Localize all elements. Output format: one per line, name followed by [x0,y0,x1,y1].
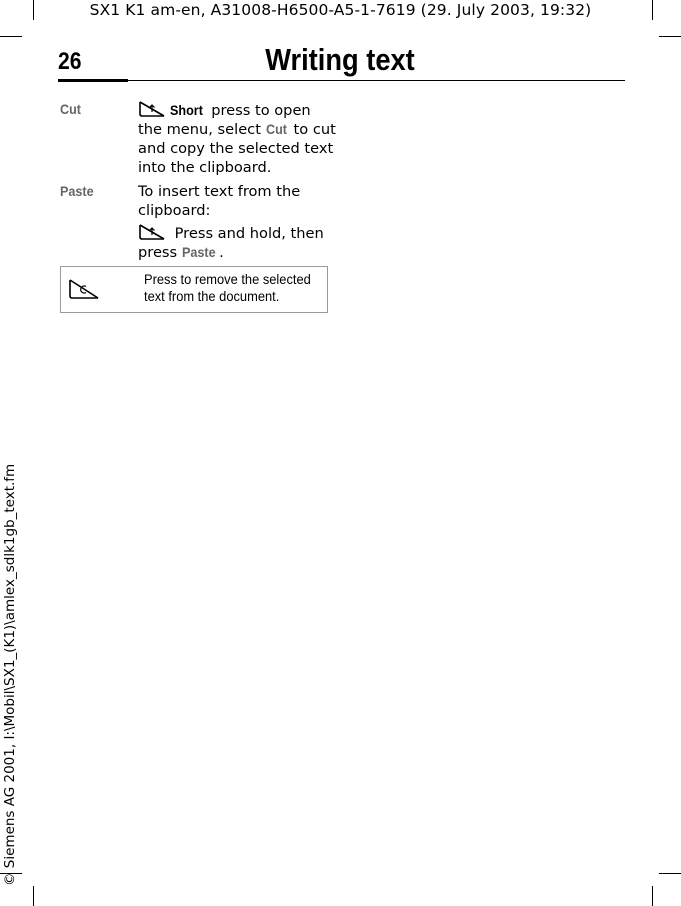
header-rule-thin [128,80,625,81]
crop-mark [33,886,34,906]
desc-paste-intro: To insert text from the clipboard: [138,183,301,219]
crop-mark [659,873,681,874]
print-header: SX1 K1 am-en, A31008-H6500-A5-1-7619 (29. July 2003, 19:32) [89,1,592,19]
desc-cut-text-1: press to open the menu, select [138,102,311,138]
page-title: Writing text [265,42,415,77]
term-cut: Cut [60,101,81,117]
crop-mark [652,886,653,906]
note-box [60,266,328,313]
header-rule-thick [58,79,128,82]
term-paste: Paste [60,183,94,199]
note-text: Press to remove the selected text from the document. [144,271,311,304]
copyright-side-note: © Siemens AG 2001, I:\Mobil\SX1_(K1)\amlex_sdlk1gb_text.fm [2,463,18,886]
desc-paste-step [138,223,338,262]
c-key-icon [67,277,101,301]
crop-mark [659,36,681,37]
desc-cut-text-2: to cut and copy the selected text into the clipboard. [138,121,336,176]
keyword-paste: Paste [181,244,216,260]
menu-key-icon [138,100,166,118]
desc-paste-text-3: . [219,244,224,261]
crop-mark [0,36,22,37]
keyword-cut: Cut [265,121,287,137]
desc-paste-text-2: Press and hold, then press [138,225,324,261]
desc-paste [138,182,338,262]
key-label-short: Short [170,102,203,118]
desc-cut [138,100,338,177]
menu-key-icon [138,223,166,241]
page-number: 26 [58,48,82,75]
